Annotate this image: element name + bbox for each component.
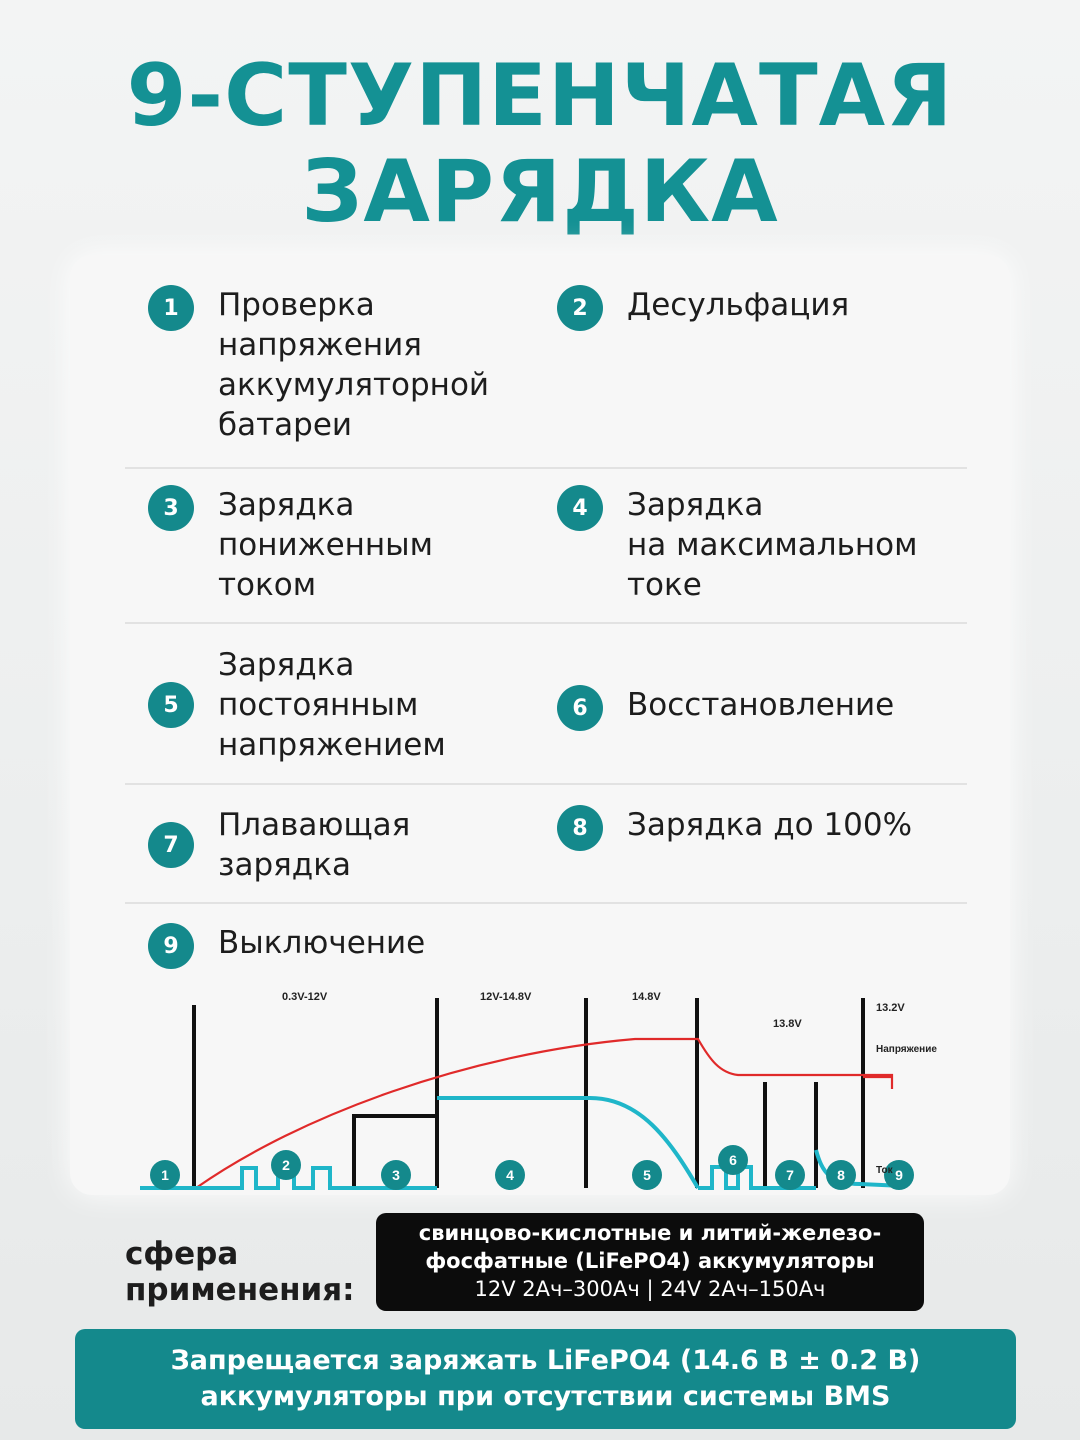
steps-card: [70, 255, 1010, 1195]
application-label: [125, 1236, 355, 1308]
current-legend: Ток: [876, 1165, 893, 1176]
stage-badge-label: 8: [837, 1167, 845, 1183]
warning-line2: аккумуляторы при отсутствии системы BMS: [200, 1381, 891, 1412]
warning-line1: Запрещается заряжать LiFePO4 (14.6 В ± 0.2 В): [170, 1345, 921, 1376]
step-label: Зарядка пониженным током: [218, 487, 434, 603]
step-number-badge: 5: [148, 682, 194, 728]
step-label: Плавающая зарядка: [218, 807, 411, 883]
step-number-badge: 3: [148, 485, 194, 531]
step-7: [148, 805, 410, 885]
annotation-0.3-12v: 0.3V-12V: [282, 991, 328, 1003]
step-number-badge: 8: [557, 805, 603, 851]
title-line-2: ЗАРЯДКА: [301, 142, 779, 242]
page-title: [0, 48, 1080, 240]
step-number-badge: 6: [557, 685, 603, 731]
step-2: [557, 285, 849, 331]
annotation-13.2v: 13.2V: [876, 1002, 905, 1014]
divider: [125, 467, 967, 469]
step-label: Проверка напряжения аккумуляторной батареи: [218, 287, 490, 443]
step-6: [557, 685, 894, 731]
application-label-line2: применения:: [125, 1272, 355, 1308]
step-label: Зарядка постоянным напряжением: [218, 647, 446, 763]
stage-badge-label: 1: [161, 1167, 169, 1183]
bms-warning: [75, 1329, 1016, 1429]
stage-badge-label: 9: [895, 1167, 903, 1183]
step-5: [148, 645, 446, 765]
divider: [125, 783, 967, 785]
step-number-badge: 1: [148, 285, 194, 331]
step-label: Восстановление: [627, 687, 895, 723]
battery-types-line1: свинцово-кислотные и литий-железо-: [418, 1221, 882, 1245]
stage-badge-label: 6: [729, 1152, 737, 1168]
stage-badge-label: 7: [786, 1167, 794, 1183]
stage-badge-label: 4: [506, 1167, 514, 1183]
stage-badge-label: 5: [643, 1167, 651, 1183]
title-line-1: 9-СТУПЕНЧАТАЯ: [126, 46, 954, 146]
step-number-badge: 7: [148, 822, 194, 868]
step-number-badge: 4: [557, 485, 603, 531]
charging-chart: [70, 985, 1010, 1195]
step-number-badge: 2: [557, 285, 603, 331]
step-8: [557, 805, 912, 851]
step-9: [148, 923, 425, 969]
step-label: Десульфация: [627, 287, 850, 323]
step-3: [148, 485, 433, 605]
step-4: [557, 485, 918, 605]
annotation-13.8v: 13.8V: [773, 1018, 802, 1030]
divider: [125, 622, 967, 624]
battery-types-line2: фосфатные (LiFePO4) аккумуляторы: [425, 1249, 875, 1273]
step-number-badge: 9: [148, 923, 194, 969]
annotation-14.8v: 14.8V: [632, 991, 661, 1003]
capacity-range: 12V 2Ач–300Ач | 24V 2Ач–150Ач: [474, 1277, 826, 1301]
step-1: [148, 285, 489, 445]
stage-badge-label: 3: [392, 1167, 400, 1183]
step-label: Зарядка на максимальном токе: [627, 487, 918, 603]
step-label: Зарядка до 100%: [627, 807, 913, 843]
voltage-legend: Напряжение: [876, 1044, 937, 1055]
battery-types-box: [376, 1213, 924, 1311]
application-label-line1: сфера: [125, 1236, 239, 1272]
stage-badge-label: 2: [282, 1157, 290, 1173]
step-label: Выключение: [218, 925, 426, 961]
divider: [125, 902, 967, 904]
annotation-12-14.8v: 12V-14.8V: [480, 991, 532, 1003]
